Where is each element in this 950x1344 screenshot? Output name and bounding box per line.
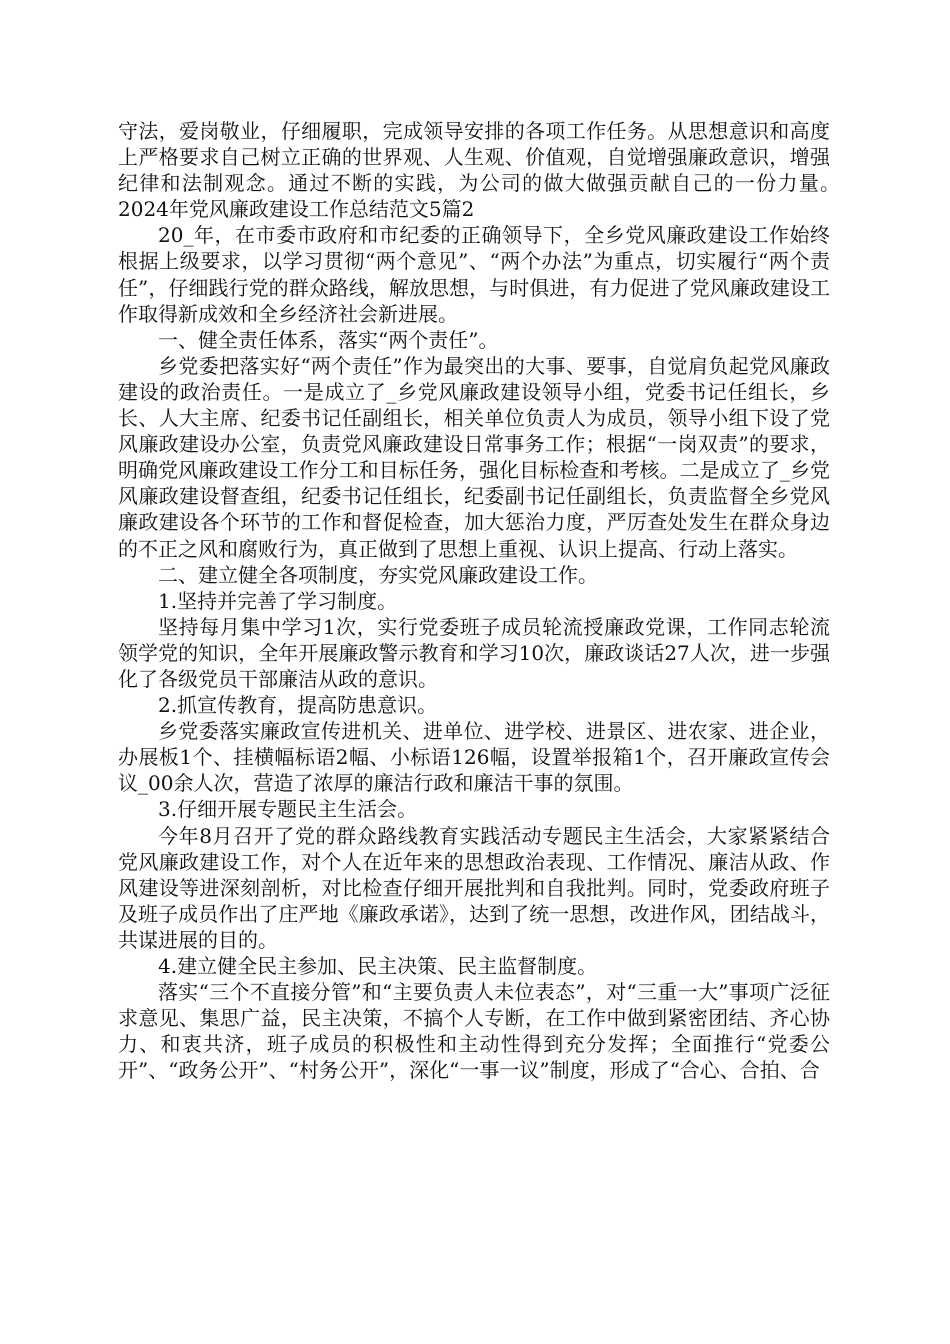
paragraph-democratic-system: 落实“三个不直接分管”和“主要负责人未位表态”，对“三重一大”事项广泛征求意见、集思广益，民主决策，不搞个人专断，在工作中做到紧密团结、齐心协力、和衷共济，班子成员的积极性和主动性得到充分发挥；全面推行“党委公开”、“政务公开”、“村务公开”，深化“一事一议”制度，形成了“合心、合拍、合 (118, 980, 830, 1083)
section-heading-1: 一、健全责任体系，落实“两个责任”。 (158, 327, 499, 352)
paragraph-responsibility: 乡党委把落实好“两个责任”作为最突出的大事、要事，自觉肩负起党风廉政建设的政治责任。一是成立了_乡党风廉政建设领导小组，党委书记任组长，乡长、人大主席、纪委书记任副组长，相关单位负责人为成员，领导小组下设了党风廉政建设办公室，负责党风廉政建设日常事务工作；根据“一岗双责”的要求，明确党风廉政建设工作分工和目标任务，强化目标检查和考核。二是成立了_乡党风廉政建设督查组，纪委书记任组长，纪委副书记任副组长，负责监督全乡党风廉政建设各个环节的工作和督促检查，加大惩治力度，严厉查处发生在群众身边的不正之风和腐败行为，真正做到了思想上重视、认识上提高、行动上落实。 (118, 353, 830, 561)
subheading-2: 2.抓宣传教育，提高防患意识。 (158, 693, 438, 718)
section-heading-2: 二、建立健全各项制度，夯实党风廉政建设工作。 (158, 562, 598, 587)
subheading-3: 3.仔细开展专题民主生活会。 (158, 797, 418, 822)
subheading-1: 1.坚持并完善了学习制度。 (158, 588, 398, 613)
subheading-4: 4.建立健全民主参加、民主决策、民主监督制度。 (158, 954, 598, 978)
paragraph-intro: 20_年，在市委市政府和市纪委的正确领导下，全乡党风廉政建设工作始终根据上级要求，以学习贯彻“两个意见”、“两个办法”为重点，切实履行“两个责任”，仔细践行党的群众路线，解放思想，与时俱进，有力促进了党风廉政建设工作取得新成效和全乡经济社会新进展。 (118, 223, 830, 326)
document-body (118, 118, 870, 1083)
paragraph-study: 坚持每月集中学习1次，实行党委班子成员轮流授廉政党课，工作同志轮流领学党的知识，全年开展廉政警示教育和学习10次，廉政谈话27人次，进一步强化了各级党员干部廉洁从政的意识。 (118, 614, 830, 691)
paragraph-continuation: 守法，爱岗敬业，仔细履职，完成领导安排的各项工作任务。从思想意识和高度上严格要求自己树立正确的世界观、人生观、价值观，自觉增强廉政意识，增强纪律和法制观念。通过不断的实践，为公司的做大做强贡献自己的一份力量。 2024年党风廉政建设工作总结范文5篇2 (118, 119, 870, 222)
paragraph-publicity: 乡党委落实廉政宣传进机关、进单位、进学校、进景区、进农家、进企业，办展板1个、挂横幅标语2幅、小标语126幅，设置举报箱1个，召开廉政宣传会议_00余人次，营造了浓厚的廉洁行政和廉洁干事的氛围。 (118, 719, 830, 796)
paragraph-democratic-meeting: 今年8月召开了党的群众路线教育实践活动专题民主生活会，大家紧紧结合党风廉政建设工作，对个人在近年来的思想政治表现、工作情况、廉洁从政、作风建设等进深刻剖析，对比检查仔细开展批判和自我批判。同时，党委政府班子及班子成员作出了庄严地《廉政承诺》，达到了统一思想，改进作风，团结战斗，共谋进展的目的。 (118, 823, 830, 952)
